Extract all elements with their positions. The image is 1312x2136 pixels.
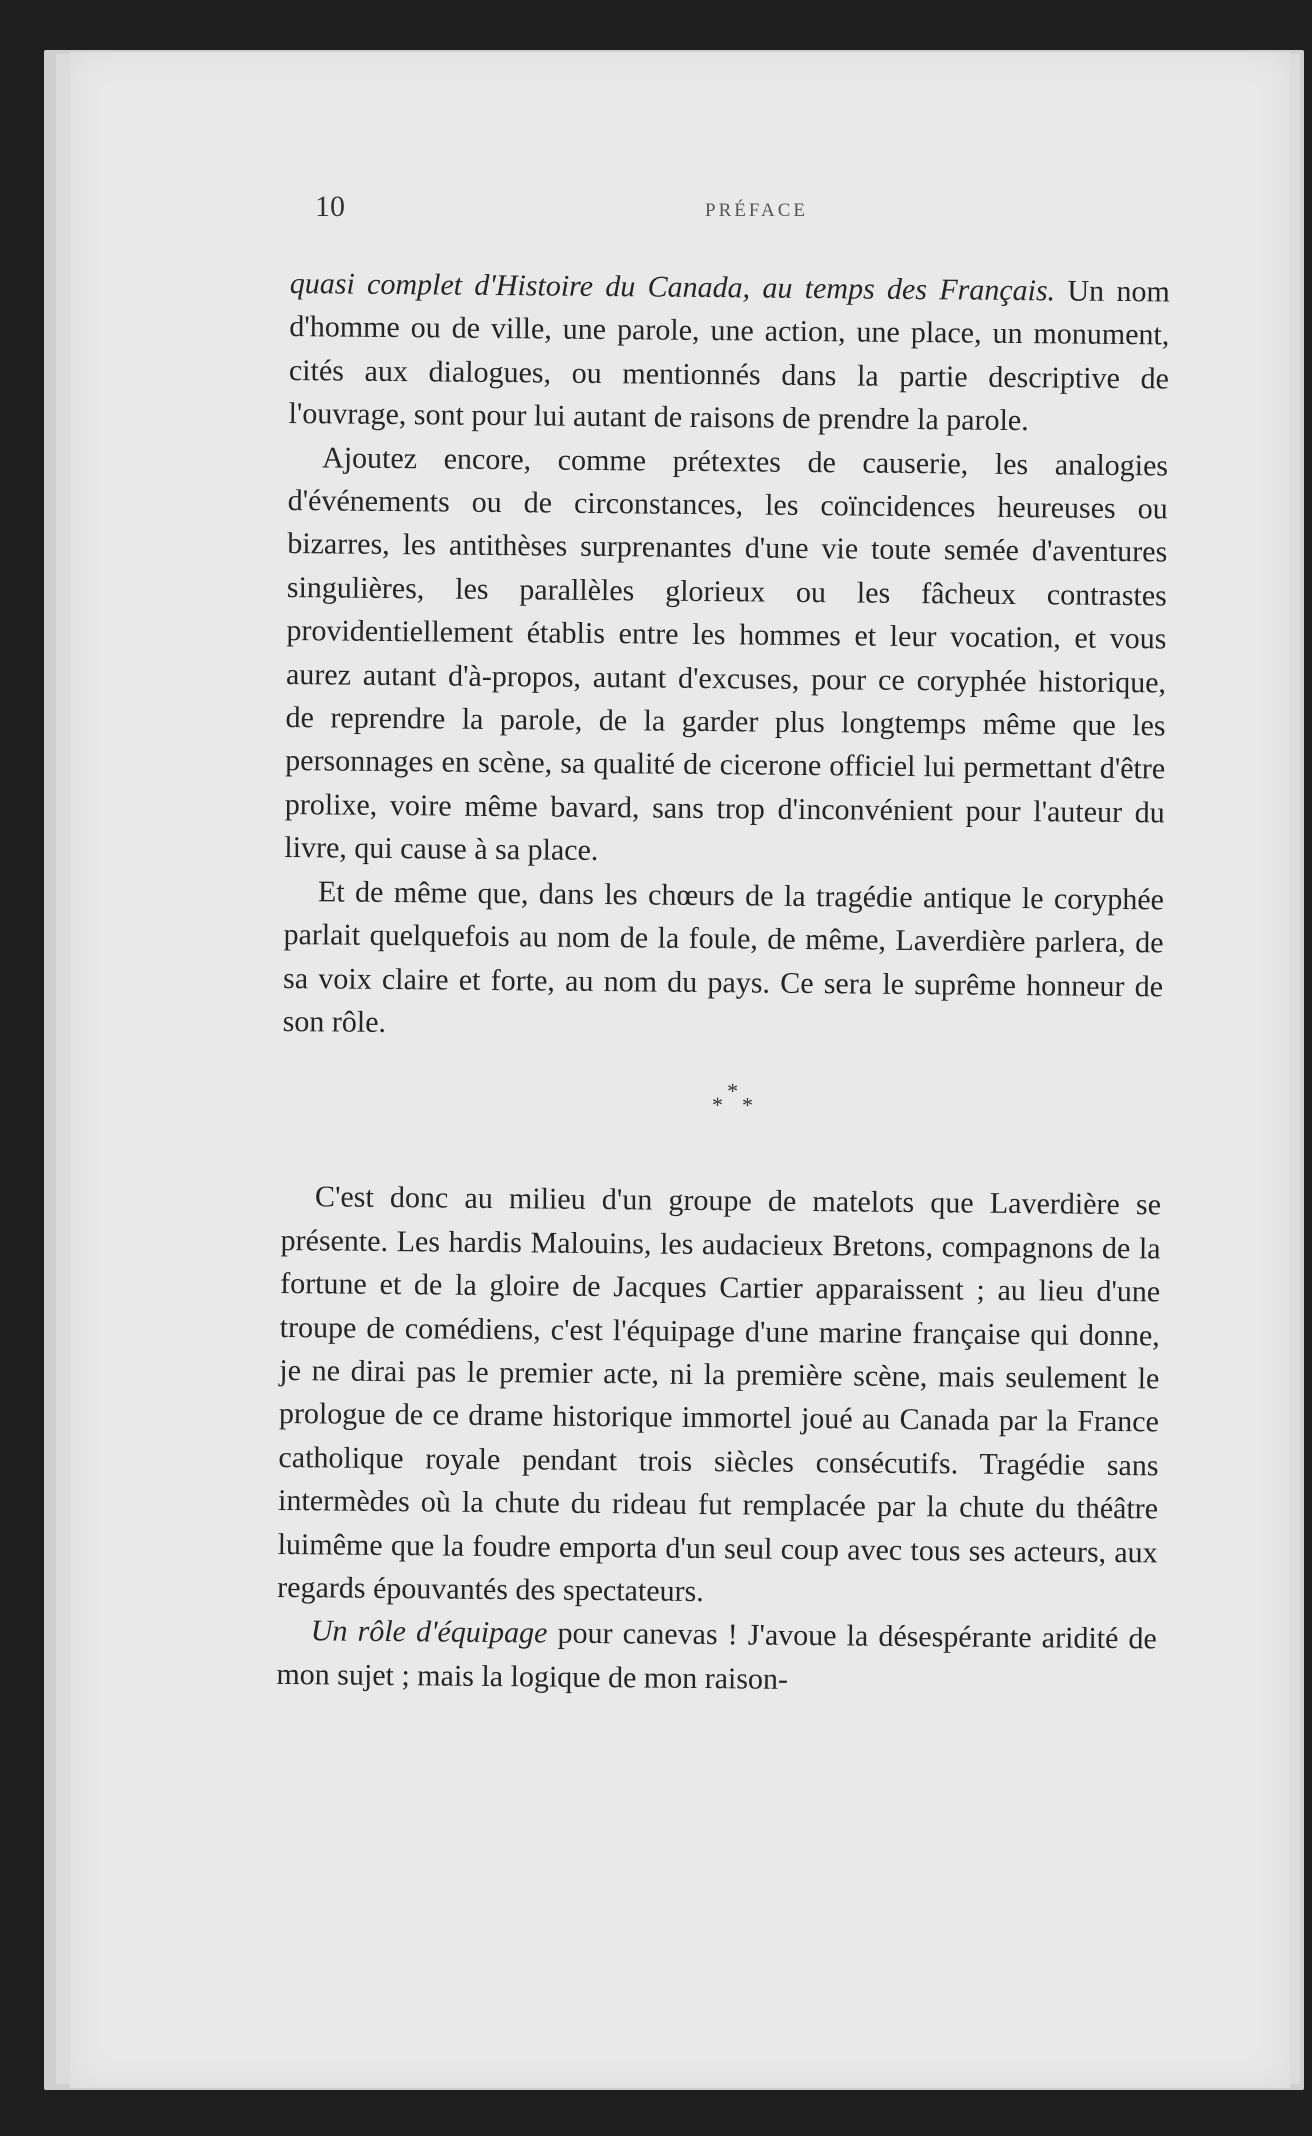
asterisk-right: * (741, 1092, 754, 1118)
page-header (70, 190, 1290, 230)
paragraph-5-italic: Un rôle d'équipage (310, 1614, 548, 1650)
asterisk-left: * (711, 1092, 724, 1118)
paragraph-4: C'est donc au milieu d'un groupe de matelots que Laverdière se présente. Les hardis Malouins, les audacieux Bretons, compagnons de la fortune et de la gloire de Jacques Cartier apparaissent ; au lieu d'une troupe de comédiens, c'est l'équipage d'une marine française qui donne, je ne dirai pas le premier acte, ni la première scène, mais seulement le prologue de ce drame historique immortel joué au Canada par la France catholique royale pendant trois siècles consécutifs. Tragédie sans intermèdes où la chute du rideau fut remplacée par la chute du théâtre luimême que la foudre emporta d'un seul coup avec tous ses acteurs, aux regards épouvantés des spectateurs. (277, 1180, 1162, 1609)
paragraph-5 (276, 1609, 1157, 1704)
page-number: 10 (315, 190, 345, 223)
paragraph-1-italic: quasi complet d'Histoire du Canada, au temps des Français. (289, 266, 1056, 308)
body-text (276, 262, 1170, 1705)
paragraph-3: Et de même que, dans les chœurs de la tragédie antique le coryphée parlait quelquefois au nom de la foule, de même, Laverdière parlera, de sa voix claire et forte, au nom du pays. Ce sera le suprême honneur de son rôle. (282, 874, 1165, 1039)
asterism (281, 1043, 1162, 1183)
running-title: PRÉFACE (705, 200, 809, 221)
asterisk-top: * (726, 1078, 739, 1104)
paragraph-1 (288, 262, 1170, 444)
paragraph-1-text: Un nom d'homme ou de ville, une parole, une action, une place, un monument, cités aux dialogues, ou mentionnés dans la partie descriptive de l'ouvrage, sont pour lui autant de raisons de prendre la parole. (288, 274, 1170, 438)
paragraph-2: Ajoutez encore, comme prétextes de causerie, les analogies d'événements ou de circonstances, les coïncidences heureuses ou bizarres, les antithèses surprenantes d'une vie toute semée d'aventures singulières, les parallèles glorieux ou les fâcheux contrastes providentiellement établis entre les hommes et leur vocation, et vous aurez autant d'à-propos, autant d'excuses, pour ce coryphée historique, de reprendre la parole, de la garder plus longtemps même que les personnages en scène, sa qualité de cicerone officiel lui permettant d'être prolixe, voire même bavard, sans trop d'inconvénient pour l'auteur du livre, qui cause à sa place. (284, 440, 1169, 868)
book-page (70, 52, 1290, 2088)
paragraph-5-text: pour canevas ! J'avoue la désespérante aridité de mon sujet ; mais la logique de mon raison- (276, 1616, 1157, 1696)
